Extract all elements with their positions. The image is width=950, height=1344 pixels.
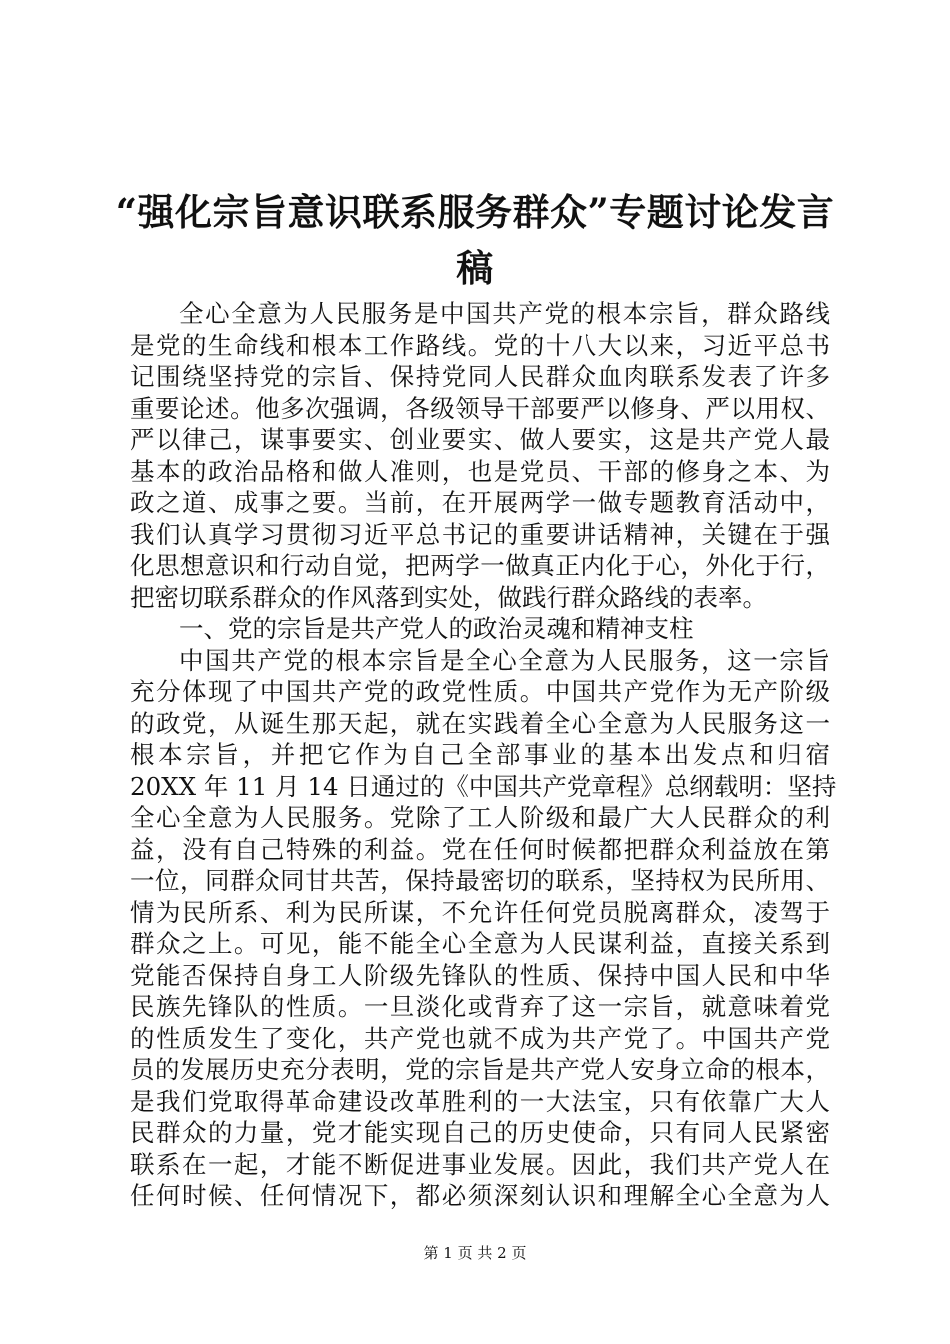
body-text-line: 群众之上。可见，能不能全心全意为人民谋利益，直接关系到 <box>130 929 830 958</box>
body-text-line: 全心全意为人民服务。党除了工人阶级和最广大人民群众的利 <box>130 803 830 832</box>
body-text-line: 情为民所系、利为民所谋，不允许任何党员脱离群众，凌驾于 <box>130 897 830 927</box>
body-text-line: 记围绕坚持党的宗旨、保持党同人民群众血肉联系发表了许多 <box>130 362 830 391</box>
body-text-line: 根本宗旨，并把它作为自己全部事业的基本出发点和归宿 <box>130 740 830 769</box>
body-text-line: 中国共产党的根本宗旨是全心全意为人民服务，这一宗旨 <box>179 645 830 675</box>
body-text-line: 是党的生命线和根本工作路线。党的十八大以来，习近平总书 <box>130 330 830 360</box>
body-text-line: 把密切联系群众的作风落到实处，做践行群众路线的表率。 <box>130 582 767 612</box>
document-body <box>130 298 837 1212</box>
body-text-line: 一位，同群众同甘共苦，保持最密切的联系，坚持权为民所用、 <box>130 866 830 895</box>
body-text-line: 基本的政治品格和做人准则，也是党员、干部的修身之本、为 <box>130 456 830 486</box>
body-text-line: 是我们党取得革命建设改革胜利的一大法宝，只有依靠广大人 <box>130 1086 830 1116</box>
body-text-line: 联系在一起，才能不断促进事业发展。因此，我们共产党人在 <box>130 1149 830 1179</box>
document-title-line-2: 稿 <box>456 246 494 290</box>
body-text-line: 全心全意为人民服务是中国共产党的根本宗旨，群众路线 <box>179 299 830 328</box>
body-text-line: 任何时候、任何情况下，都必须深刻认识和理解全心全意为人 <box>130 1181 830 1210</box>
body-text-line: 重要论述。他多次强调，各级领导干部要严以修身、严以用权、 <box>130 393 830 423</box>
body-text-line: 充分体现了中国共产党的政党性质。中国共产党作为无产阶级 <box>130 677 830 706</box>
body-text-line: 党能否保持自身工人阶级先锋队的性质、保持中国人民和中华 <box>130 960 830 990</box>
page-footer: 第 1 页 共 2 页 <box>423 1244 527 1262</box>
document-title-line-1: “强化宗旨意识联系服务群众”专题讨论发言 <box>115 190 835 234</box>
body-text-line: 民族先锋队的性质。一旦淡化或背弃了这一宗旨，就意味着党 <box>130 992 830 1021</box>
body-text-line: 20XX 年 11 月 14 日通过的《中国共产党章程》总纲载明：坚持 <box>130 771 837 801</box>
body-text-line: 益，没有自己特殊的利益。党在任何时候都把群众利益放在第 <box>130 834 830 864</box>
body-text-line: 一、党的宗旨是共产党人的政治灵魂和精神支柱 <box>179 614 694 643</box>
body-text-line: 严以律己，谋事要实、创业要实、做人要实，这是共产党人最 <box>130 425 830 454</box>
body-text-line: 化思想意识和行动自觉，把两学一做真正内化于心，外化于行， <box>130 551 830 580</box>
body-text-line: 员的发展历史充分表明，党的宗旨是共产党人安身立命的根本， <box>130 1055 830 1084</box>
body-text-line: 的性质发生了变化，共产党也就不成为共产党了。中国共产党 <box>130 1023 830 1053</box>
body-text-line: 民群众的力量，党才能实现自己的历史使命，只有同人民紧密 <box>130 1118 830 1147</box>
body-text-line: 的政党，从诞生那天起，就在实践着全心全意为人民服务这一 <box>130 708 830 738</box>
body-text-line: 政之道、成事之要。当前，在开展两学一做专题教育活动中， <box>130 488 830 517</box>
body-text-line: 我们认真学习贯彻习近平总书记的重要讲话精神，关键在于强 <box>130 519 830 549</box>
